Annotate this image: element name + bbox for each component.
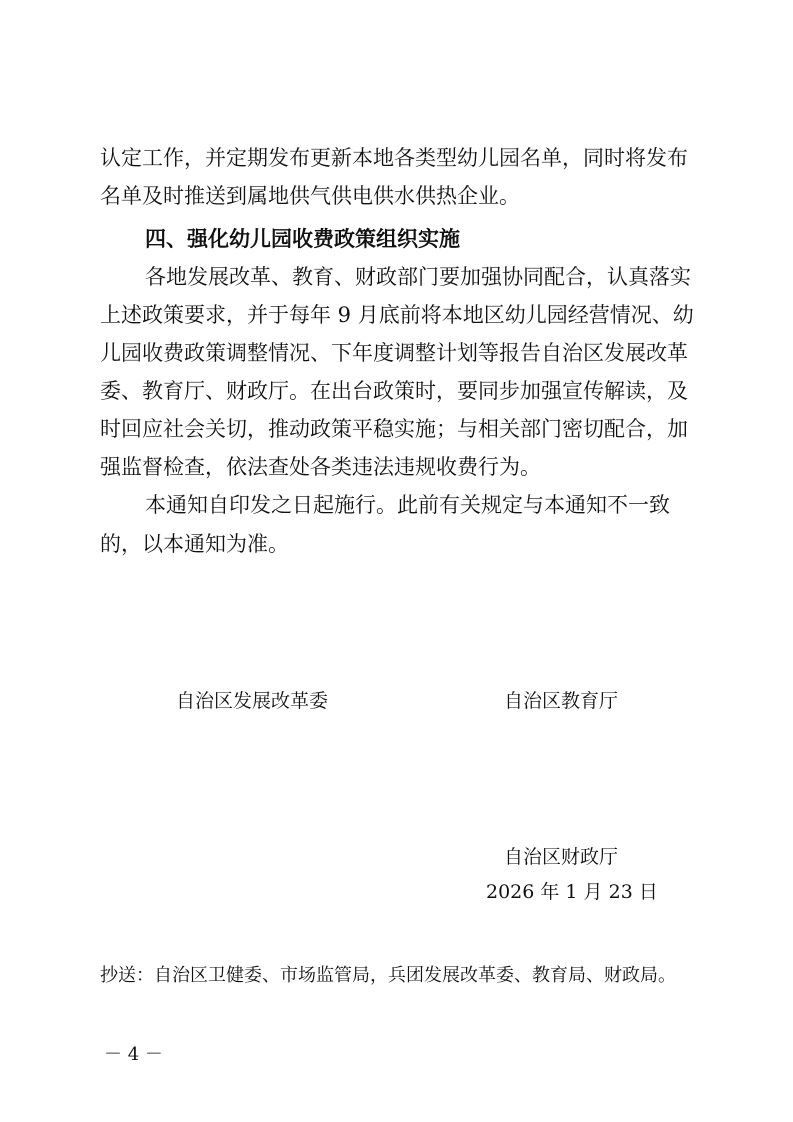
paragraph-line: 委、教育厅、财政厅。在出台政策时，要同步加强宣传解读，及 <box>100 379 688 403</box>
paragraph-line: 各地发展改革、教育、财政部门要加强协同配合，认真落实 <box>145 265 691 289</box>
page-number: － 4 － <box>104 1044 163 1065</box>
signature-development-reform: 自治区发展改革委 <box>176 690 329 712</box>
paragraph-line: 本通知自印发之日起施行。此前有关规定与本通知不一致 <box>145 493 670 517</box>
paragraph-line: 上述政策要求，并于每年 9 月底前将本地区幼儿园经营情况、幼 <box>100 303 694 327</box>
paragraph-line: 的，以本通知为准。 <box>100 532 289 556</box>
signature-finance: 自治区财政厅 <box>504 846 619 868</box>
paragraph-line: 儿园收费政策调整情况、下年度调整计划等报告自治区发展改革 <box>100 341 688 365</box>
paragraph-line: 强监督检查，依法查处各类违法违规收费行为。 <box>100 455 541 479</box>
section-heading: 四、强化幼儿园收费政策组织实施 <box>145 227 460 251</box>
paragraph-line: 时回应社会关切，推动政策平稳实施；与相关部门密切配合，加 <box>100 417 688 441</box>
signature-education: 自治区教育厅 <box>504 690 619 712</box>
paragraph-line: 认定工作，并定期发布更新本地各类型幼儿园名单，同时将发布 <box>100 146 688 170</box>
cc-line: 抄送：自治区卫健委、市场监管局，兵团发展改革委、教育局、财政局。 <box>100 965 676 986</box>
issue-date: 2026 年 1 月 23 日 <box>486 881 658 903</box>
paragraph-line: 名单及时推送到属地供气供电供水供热企业。 <box>100 184 520 208</box>
